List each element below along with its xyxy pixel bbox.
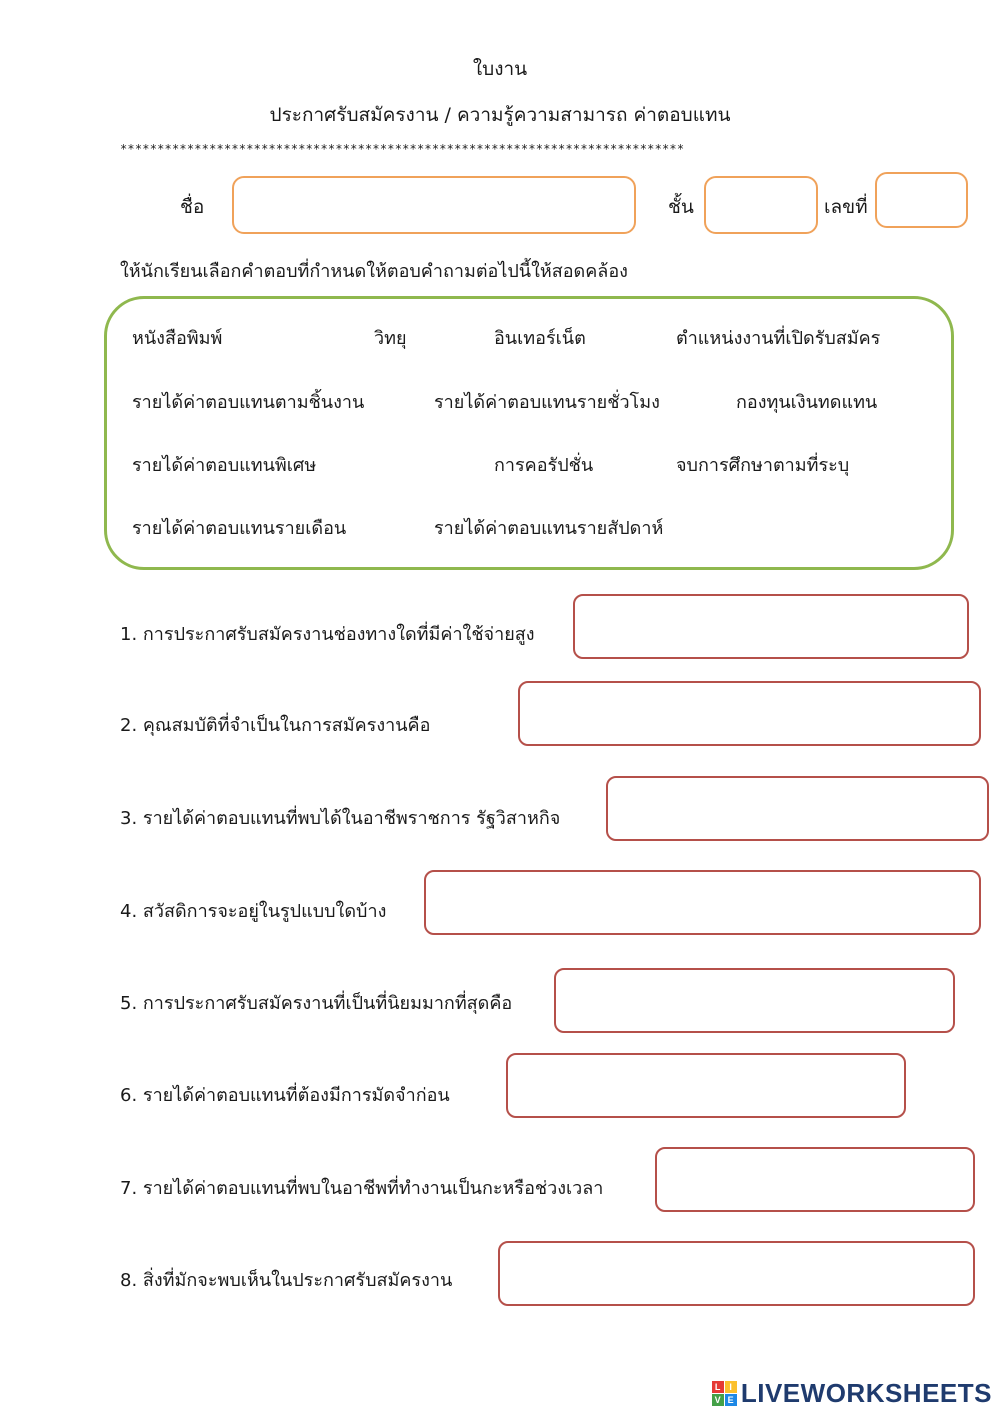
word-bank-item: รายได้ค่าตอบแทนพิเศษ xyxy=(132,455,317,476)
logo-letter: V xyxy=(712,1394,724,1406)
word-bank-item: กองทุนเงินทดแทน xyxy=(736,392,878,413)
question-1-text: 1. การประกาศรับสมัครงานช่องทางใดที่มีค่าใช้จ่ายสูง xyxy=(120,624,535,645)
class-field[interactable] xyxy=(704,176,818,234)
name-label: ชื่อ xyxy=(180,196,205,218)
name-field[interactable] xyxy=(232,176,636,234)
answer-3-field[interactable] xyxy=(606,776,989,841)
question-6-text: 6. รายได้ค่าตอบแทนที่ต้องมีการมัดจำก่อน xyxy=(120,1085,450,1106)
answer-8-field[interactable] xyxy=(498,1241,975,1306)
question-4-text: 4. สวัสดิการจะอยู่ในรูปแบบใดบ้าง xyxy=(120,901,387,922)
question-3-text: 3. รายได้ค่าตอบแทนที่พบได้ในอาชีพราชการ รัฐวิสาหกิจ xyxy=(120,808,561,829)
question-7-text: 7. รายได้ค่าตอบแทนที่พบในอาชีพที่ทำงานเป็นกะหรือช่วงเวลา xyxy=(120,1178,604,1199)
answer-6-field[interactable] xyxy=(506,1053,906,1118)
answer-5-field[interactable] xyxy=(554,968,955,1033)
logo-letter: E xyxy=(725,1394,737,1406)
worksheet-subtitle: ประกาศรับสมัครงาน / ความรู้ความสามารถ ค่าตอบแทน xyxy=(269,104,731,126)
question-8-text: 8. สิ่งที่มักจะพบเห็นในประกาศรับสมัครงาน xyxy=(120,1270,453,1291)
word-bank-item: รายได้ค่าตอบแทนรายชั่วโมง xyxy=(434,392,660,413)
liveworksheets-brand xyxy=(712,1378,992,1409)
word-bank-item: ตำแหน่งงานที่เปิดรับสมัคร xyxy=(676,328,881,349)
answer-7-field[interactable] xyxy=(655,1147,975,1212)
word-bank-item: รายได้ค่าตอบแทนตามชิ้นงาน xyxy=(132,392,365,413)
question-5-text: 5. การประกาศรับสมัครงานที่เป็นที่นิยมมากที่สุดคือ xyxy=(120,993,513,1014)
answer-2-field[interactable] xyxy=(518,681,981,746)
answer-1-field[interactable] xyxy=(573,594,969,659)
word-bank-item: จบการศึกษาตามที่ระบุ xyxy=(676,455,850,476)
word-bank-item: หนังสือพิมพ์ xyxy=(132,328,223,349)
instructions-text: ให้นักเรียนเลือกคำตอบที่กำหนดให้ตอบคำถามต่อไปนี้ให้สอดคล้อง xyxy=(120,261,628,282)
answer-4-field[interactable] xyxy=(424,870,981,935)
word-bank-item: รายได้ค่าตอบแทนรายเดือน xyxy=(132,518,347,539)
question-2-text: 2. คุณสมบัติที่จำเป็นในการสมัครงานคือ xyxy=(120,715,431,736)
class-label: ชั้น xyxy=(668,196,694,218)
logo-letter: L xyxy=(712,1381,724,1393)
separator-line: **************************************************************************** xyxy=(120,142,685,156)
brand-name: LIVEWORKSHEETS xyxy=(740,1378,992,1408)
word-bank-item: การคอรัปชั่น xyxy=(494,455,594,476)
logo-letter: I xyxy=(725,1381,737,1393)
liveworksheets-logo-icon xyxy=(712,1381,737,1406)
word-bank-item: รายได้ค่าตอบแทนรายสัปดาห์ xyxy=(434,518,664,539)
number-field[interactable] xyxy=(875,172,968,228)
worksheet-title: ใบงาน xyxy=(472,58,528,80)
word-bank-item: วิทยุ xyxy=(374,328,407,349)
number-label: เลขที่ xyxy=(824,196,868,218)
word-bank-item: อินเทอร์เน็ต xyxy=(494,328,586,349)
